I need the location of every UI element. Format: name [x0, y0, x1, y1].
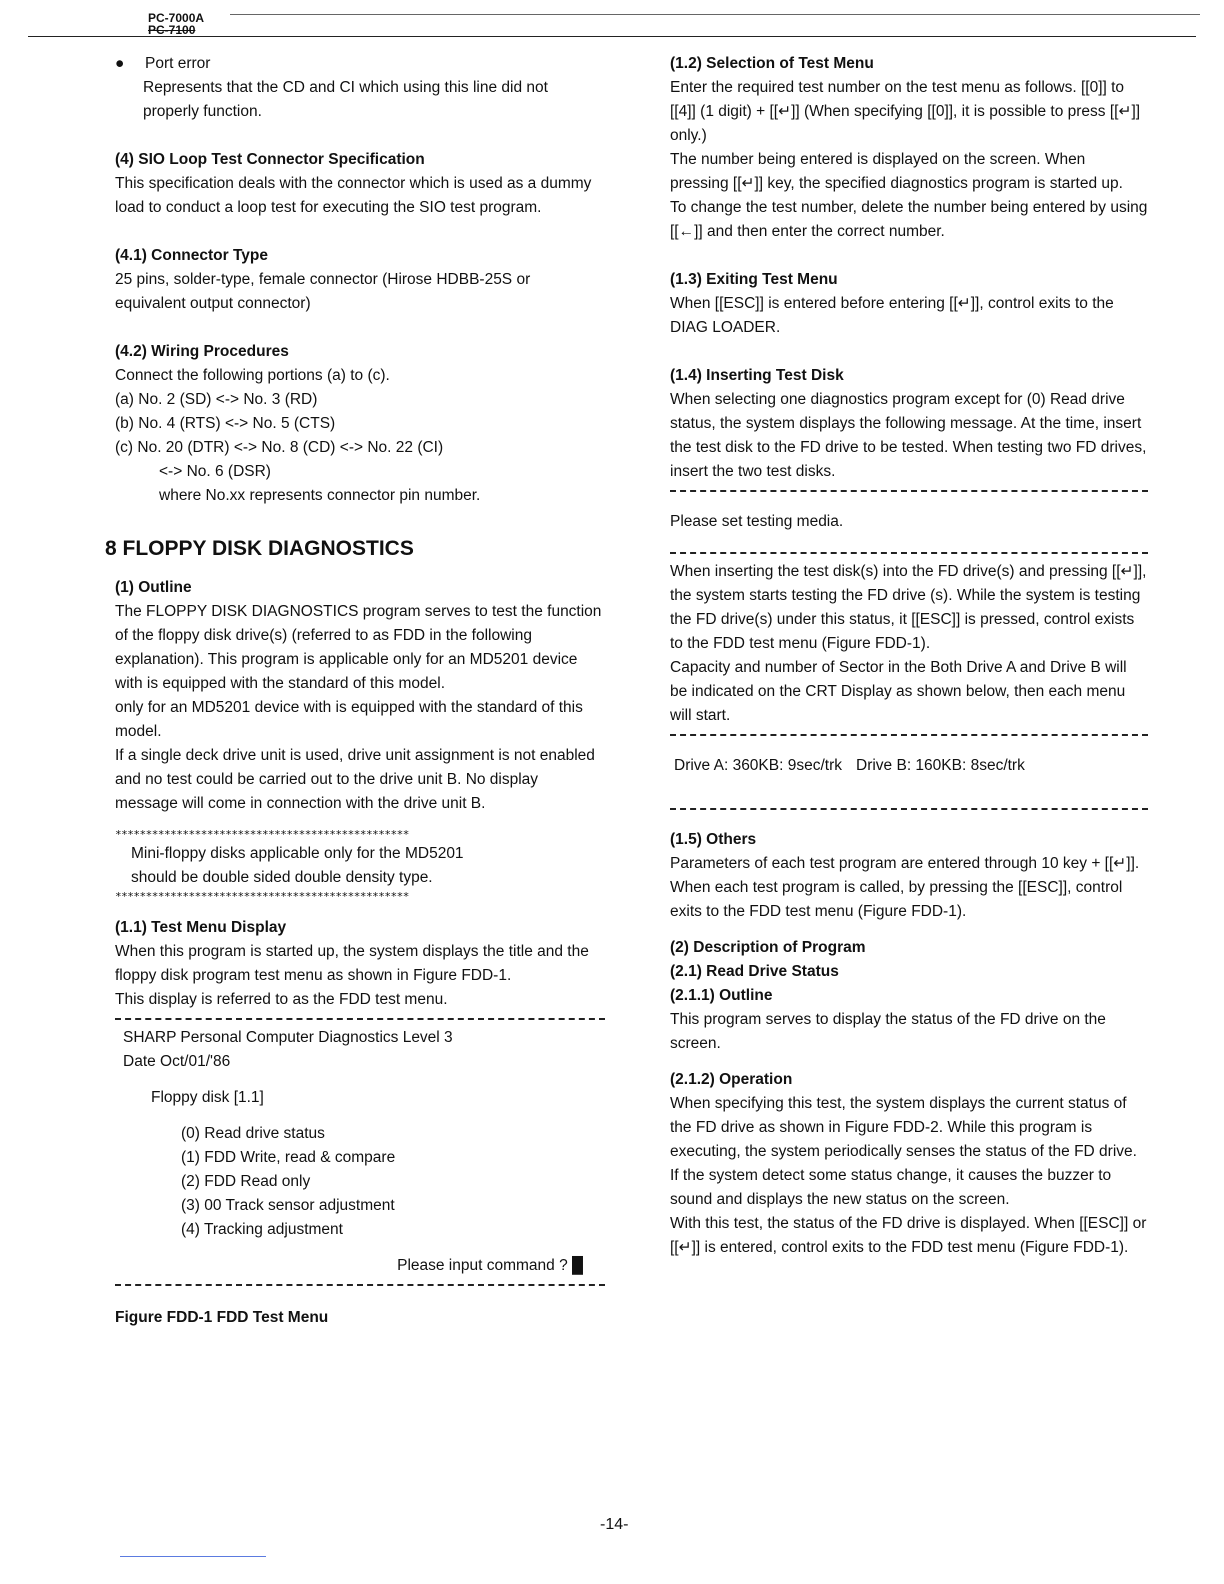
menu-item-3: (3) 00 Track sensor adjustment	[181, 1197, 395, 1214]
drive-border-bottom	[670, 808, 1148, 810]
cursor-icon: █	[572, 1257, 583, 1274]
screen-title: SHARP Personal Computer Diagnostics Level 3	[123, 1029, 453, 1046]
inserting-p: When selecting one diagnostics program except for (0) Read drive status, the system displays the following message. At the time, insert the test disk to the FD drive to be tested. When testing two FD drives, insert the two test disks.	[670, 391, 1147, 480]
exiting-title: (1.3) Exiting Test Menu	[670, 271, 838, 288]
section-title: 8 FLOPPY DISK DIAGNOSTICS	[105, 537, 414, 560]
connector-type-title: (4.1) Connector Type	[115, 247, 269, 264]
inserting-title: (1.4) Inserting Test Disk	[670, 367, 844, 384]
page-header	[148, 12, 204, 36]
wiring-title: (4.2) Wiring Procedures	[115, 343, 289, 360]
selection-p2: The number being entered is displayed on the screen. When pressing [[↵]] key, the specified diagnostics program is started up.	[670, 151, 1123, 192]
fdd-test-menu-screen	[115, 1026, 605, 1278]
outline-p2: only for an MD5201 device with is equipped with the standard of this model.	[115, 699, 583, 740]
operation-p1: When specifying this test, the system displays the current status of the FD drive as shown in Figure FDD-2. While this program is executing, the system periodically senses the status of the FD drive. If the system detect some status change, it causes the buzzer to sound and displays the new status on the screen.	[670, 1095, 1137, 1208]
menu-display-desc2: This display is referred to as the FDD test menu.	[115, 991, 448, 1008]
note-border-top: ************************************************	[115, 828, 409, 841]
inserting-p2: When inserting the test disk(s) into the FD drive(s) and pressing [[↵]], the system starts testing the FD drive (s). While the system is testing the FD drive(s) under this status, it [[ESC]] is pressed, control exists to the FDD test menu (Figure FDD-1).	[670, 563, 1147, 652]
menu-display-desc: When this program is started up, the system displays the title and the floppy disk program test menu as shown in Figure FDD-1.	[115, 943, 589, 984]
note-line-1: Mini-floppy disks applicable only for the MD5201	[131, 845, 464, 862]
screen-floppy: Floppy disk [1.1]	[151, 1089, 264, 1106]
port-error-label: Port error	[145, 55, 211, 72]
sio-title: (4) SIO Loop Test Connector Specification	[115, 151, 425, 168]
drive-info-line	[670, 754, 1148, 778]
drive-a-info: Drive A: 360KB: 9sec/trk	[674, 757, 842, 774]
wiring-c: (c) No. 20 (DTR) <-> No. 8 (CD) <-> No. 22 (CI)	[115, 439, 444, 456]
port-error-desc: Represents that the CD and CI which using this line did not properly function.	[143, 79, 548, 120]
screen-border-bottom	[115, 1284, 605, 1286]
note-box	[115, 842, 605, 890]
header-rule	[28, 36, 1196, 37]
operation-title: (2.1.2) Operation	[670, 1071, 793, 1088]
screen-date: Date Oct/01/'86	[123, 1053, 231, 1070]
page-number: -14-	[600, 1516, 629, 1533]
note-line-2: should be double sided double density type.	[131, 869, 433, 886]
selection-p1: Enter the required test number on the test menu as follows. [[0]] to [[4]] (1 digit) + [[↵]] (When specifying [[0]], it is possible to press [[↵]] only.)	[670, 79, 1141, 144]
operation-p2: With this test, the status of the FD drive is displayed. When [[ESC]] or [[↵]] is entered, control exits to the FDD test menu (Figure FDD-1).	[670, 1215, 1147, 1256]
rds-outline-p: This program serves to display the status of the FD drive on the screen.	[670, 1011, 1106, 1052]
description-title: (2) Description of Program	[670, 939, 866, 956]
set-media-message: Please set testing media.	[670, 513, 844, 530]
outline-title: (1) Outline	[115, 579, 192, 596]
header-rule-top	[230, 14, 1200, 15]
prompt-text: Please input command ?	[397, 1257, 573, 1274]
footer-rule	[120, 1556, 266, 1557]
sio-desc: This specification deals with the connector which is used as a dummy load to conduct a loop test for executing the SIO test program.	[115, 175, 592, 216]
right-column	[670, 52, 1148, 1260]
others-p: Parameters of each test program are entered through 10 key + [[↵]]. When each test program is called, by pressing the [[ESC]], control exits to the FDD test menu (Figure FDD-1).	[670, 855, 1140, 920]
menu-display-title: (1.1) Test Menu Display	[115, 919, 287, 936]
left-column	[105, 52, 605, 1330]
menu-item-2: (2) FDD Read only	[181, 1173, 311, 1190]
msg-border-top	[670, 490, 1148, 492]
selection-title: (1.2) Selection of Test Menu	[670, 55, 874, 72]
outline-p1: The FLOPPY DISK DIAGNOSTICS program serves to test the function of the floppy disk drive(s) (referred to as FDD in the following explanation). This program is applicable only for an MD5201 device with is equipped with the standard of this model.	[115, 603, 602, 692]
header-model-2: PC-7100	[148, 23, 196, 37]
others-title: (1.5) Others	[670, 831, 757, 848]
menu-item-4: (4) Tracking adjustment	[181, 1221, 343, 1238]
menu-item-0: (0) Read drive status	[181, 1125, 325, 1142]
figure-caption: Figure FDD-1 FDD Test Menu	[115, 1309, 329, 1326]
drive-b-info: Drive B: 160KB: 8sec/trk	[856, 757, 1025, 774]
command-prompt	[123, 1254, 605, 1278]
inserting-p3: Capacity and number of Sector in the Both Drive A and Drive B will be indicated on the CRT Display as shown below, then each menu will start.	[670, 659, 1127, 724]
note-border-bottom: ************************************************	[115, 890, 409, 903]
drive-border-top	[670, 734, 1148, 736]
outline-p3: If a single deck drive unit is used, drive unit assignment is not enabled and no test could be carried out to the drive unit B. No display message will come in connection with the drive unit B.	[115, 747, 595, 812]
wiring-note: where No.xx represents connector pin number.	[159, 487, 481, 504]
read-drive-status-title: (2.1) Read Drive Status	[670, 963, 839, 980]
selection-p3: To change the test number, delete the number being entered by using [[←]] and then enter the correct number.	[670, 199, 1148, 240]
connector-type-desc: 25 pins, solder-type, female connector (Hirose HDBB-25S or equivalent output connector)	[115, 271, 531, 312]
bullet-icon: ●	[115, 55, 125, 72]
screen-border-top	[115, 1018, 605, 1020]
wiring-c2: <-> No. 6 (DSR)	[159, 463, 271, 480]
menu-item-1: (1) FDD Write, read & compare	[181, 1149, 396, 1166]
port-error-item	[115, 52, 605, 76]
rds-outline-title: (2.1.1) Outline	[670, 987, 773, 1004]
header-model-1: PC-7000A	[148, 11, 205, 25]
wiring-a: (a) No. 2 (SD) <-> No. 3 (RD)	[115, 391, 318, 408]
exiting-p: When [[ESC]] is entered before entering [[↵]], control exits to the DIAG LOADER.	[670, 295, 1114, 336]
msg-border-bottom	[670, 552, 1148, 554]
wiring-b: (b) No. 4 (RTS) <-> No. 5 (CTS)	[115, 415, 336, 432]
wiring-intro: Connect the following portions (a) to (c).	[115, 367, 390, 384]
